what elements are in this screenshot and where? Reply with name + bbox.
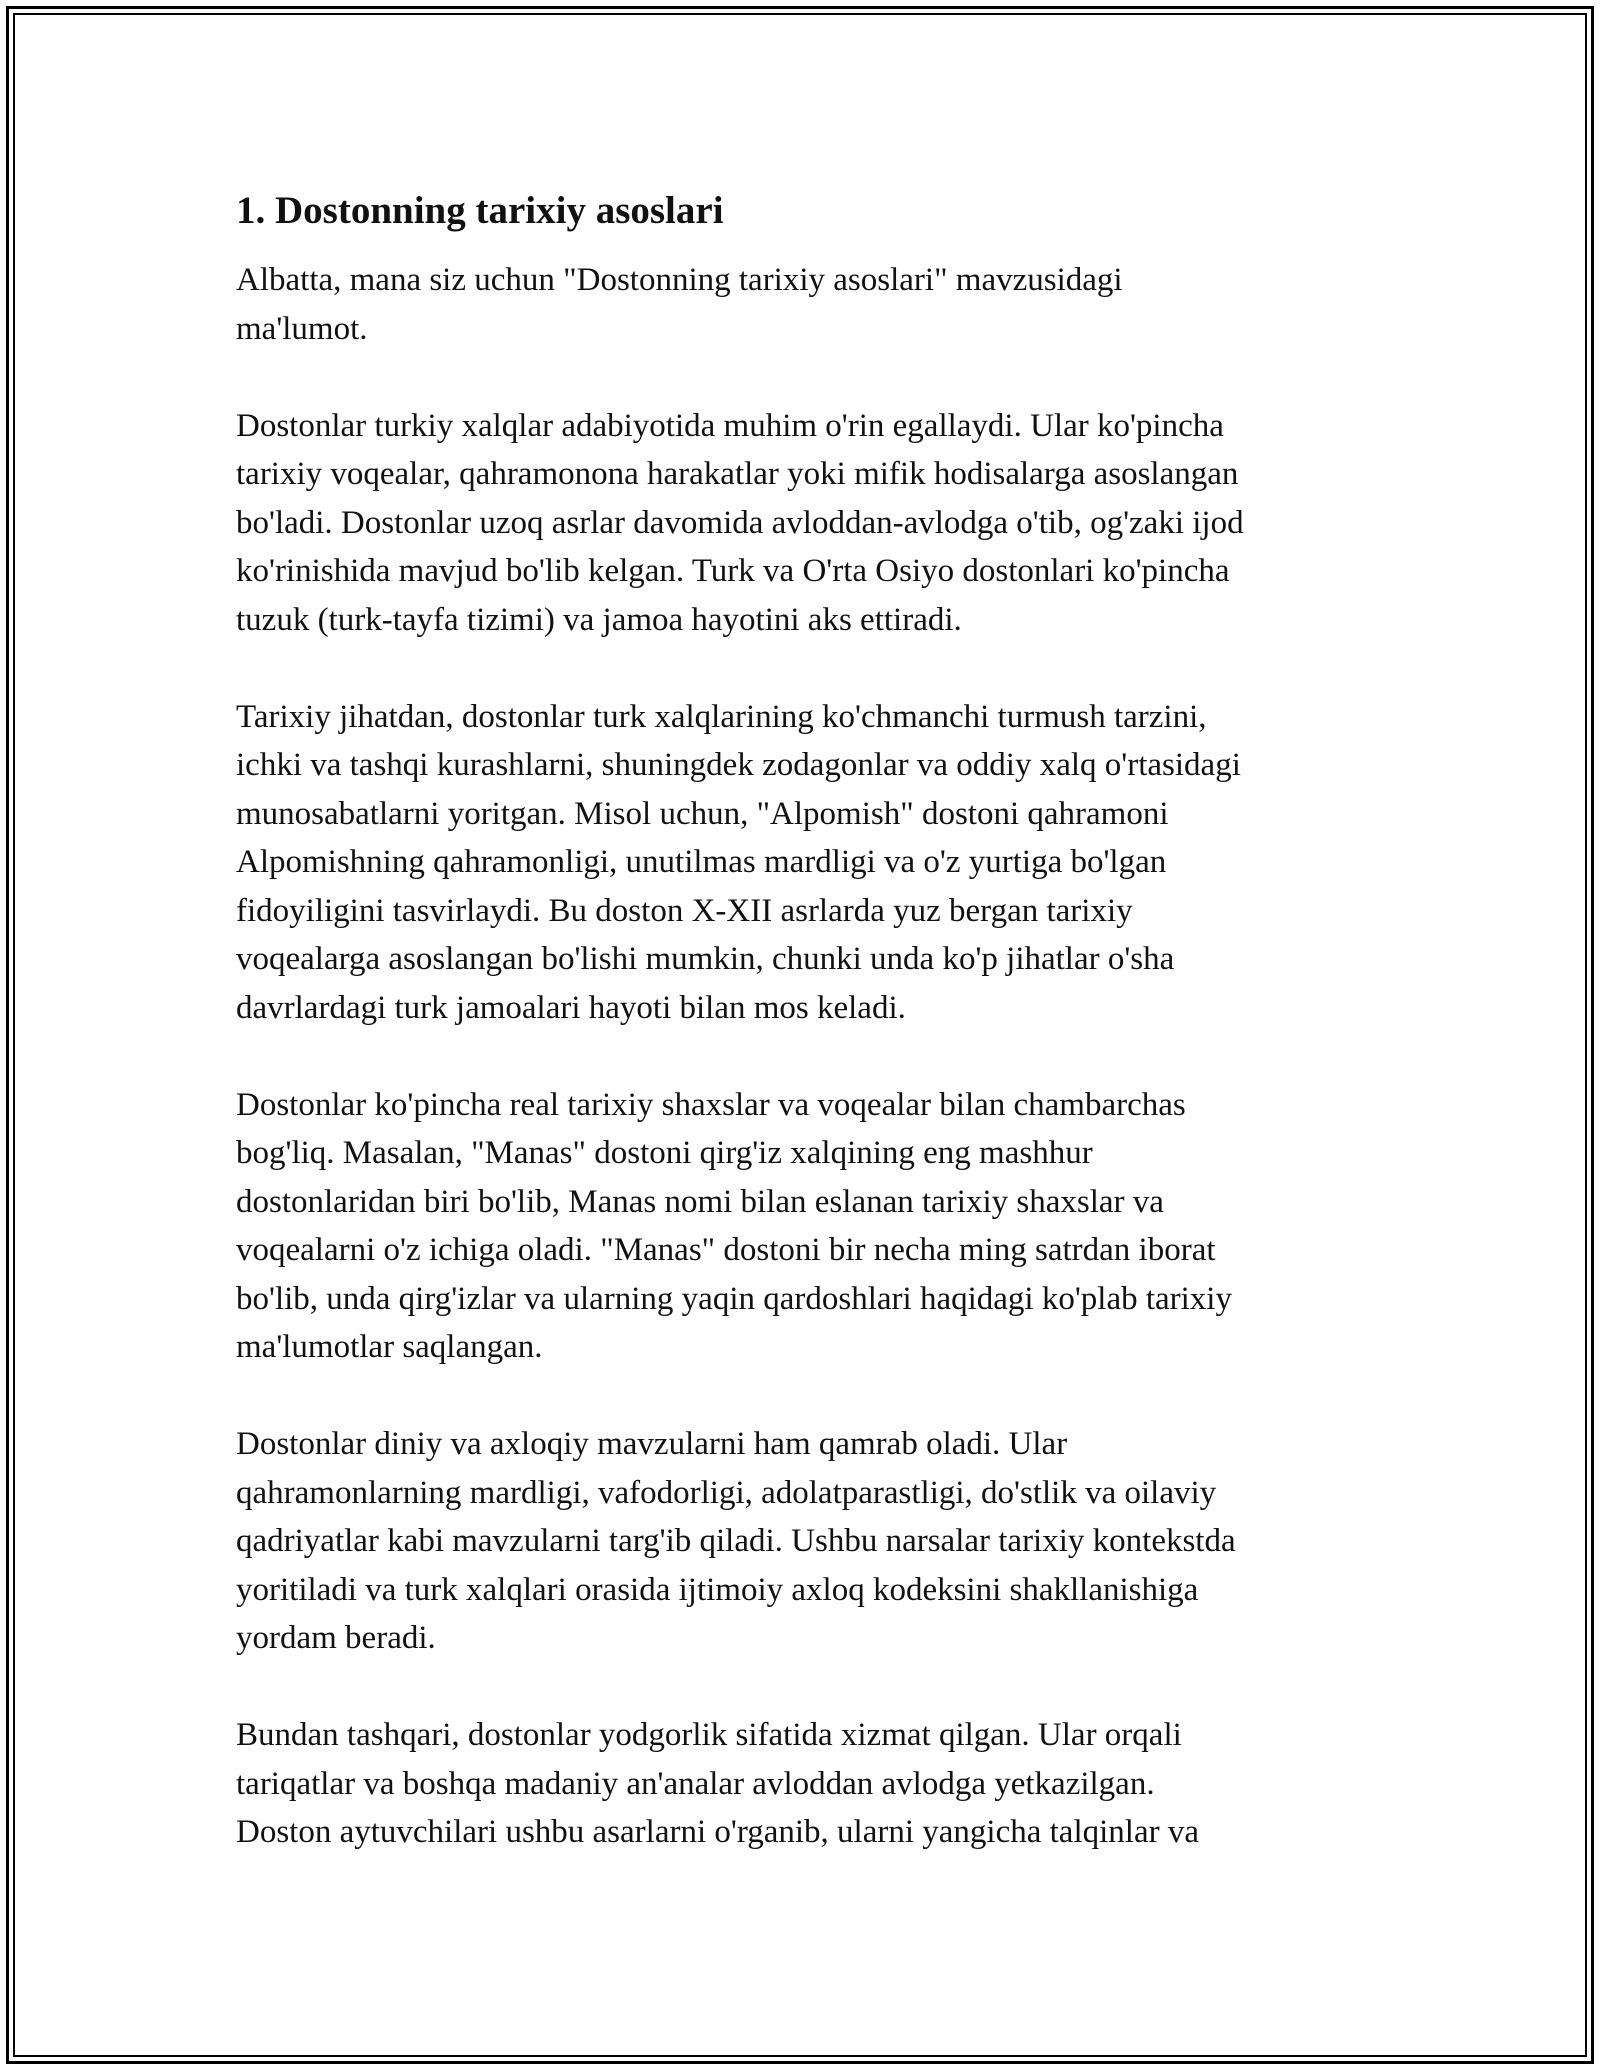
paragraph-line: fidoyiligini tasvirlaydi. Bu doston X-XII asrlarda yuz bergan tarixiy <box>236 892 1133 929</box>
paragraph-line: bog'liq. Masalan, "Manas" dostoni qirg'iz xalqining eng mashhur <box>236 1135 1093 1171</box>
paragraph-5 <box>236 1420 1366 1663</box>
paragraph-line: bo'lib, unda qirg'izlar va ularning yaqin qardoshlari haqidagi ko'plab tarixiy <box>236 1280 1232 1317</box>
section-heading: 1. Dostonning tarixiy asoslari <box>236 189 724 232</box>
paragraph-line: Dostonlar turkiy xalqlar adabiyotida muhim o'rin egallaydi. Ular ko'pincha <box>236 407 1224 444</box>
paragraph-line: voqealarga asoslangan bo'lishi mumkin, chunki unda ko'p jihatlar o'sha <box>236 941 1175 977</box>
paragraph-line: Doston aytuvchilari ushbu asarlarni o'rganib, ularni yangicha talqinlar va <box>236 1814 1199 1850</box>
paragraph-line: yordam beradi. <box>236 1620 436 1656</box>
paragraph-6 <box>236 1711 1366 1857</box>
paragraph-3 <box>236 693 1366 1033</box>
paragraph-line: ichki va tashqi kurashlarni, shuningdek zodagonlar va oddiy xalq o'rtasidagi <box>236 747 1241 783</box>
paragraph-line: ma'lumot. <box>236 310 368 347</box>
paragraph-line: Tarixiy jihatdan, dostonlar turk xalqlarining ko'chmanchi turmush tarzini, <box>236 698 1207 735</box>
paragraph-line: qahramonlarning mardligi, vafodorligi, adolatparastligi, do'stlik va oilaviy <box>236 1474 1217 1511</box>
paragraph-line: tarixiy voqealar, qahramonona harakatlar yoki mifik hodisalarga asoslangan <box>236 456 1239 492</box>
paragraph-line: Dostonlar diniy va axloqiy mavzularni ham qamrab oladi. Ular <box>236 1426 1068 1462</box>
paragraph-line: ma'lumotlar saqlangan. <box>236 1329 543 1365</box>
paragraph-line: dostonlaridan biri bo'lib, Manas nomi bilan eslanan tarixiy shaxslar va <box>236 1183 1164 1220</box>
paragraph-line: yoritiladi va turk xalqlari orasida ijtimoiy axloq kodeksini shakllanishiga <box>236 1571 1199 1608</box>
paragraph-line: davrlardagi turk jamoalari hayoti bilan mos keladi. <box>236 989 906 1026</box>
paragraph-line: ko'rinishida mavjud bo'lib kelgan. Turk va O'rta Osiyo dostonlari ko'pincha <box>236 553 1230 589</box>
paragraph-line: Dostonlar ko'pincha real tarixiy shaxslar va voqealar bilan chambarchas <box>236 1086 1186 1123</box>
paragraph-4 <box>236 1081 1366 1372</box>
paragraph-line: bo'ladi. Dostonlar uzoq asrlar davomida avloddan-avlodga o'tib, og'zaki ijod <box>236 504 1244 541</box>
paragraph-2 <box>236 402 1366 645</box>
paragraph-line: qadriyatlar kabi mavzularni targ'ib qiladi. Ushbu narsalar tarixiy kontekstda <box>236 1523 1236 1559</box>
paragraph-line: munosabatlarni yoritgan. Misol uchun, "Alpomish" dostoni qahramoni <box>236 795 1169 832</box>
paragraph-line: Bundan tashqari, dostonlar yodgorlik sifatida xizmat qilgan. Ular orqali <box>236 1717 1182 1753</box>
paragraph-line: Alpomishning qahramonligi, unutilmas mardligi va o'z yurtiga bo'lgan <box>236 844 1167 880</box>
paragraph-line: voqealarni o'z ichiga oladi. "Manas" dostoni bir necha ming satrdan iborat <box>236 1232 1216 1268</box>
paragraph-line: tariqatlar va boshqa madaniy an'analar avloddan avlodga yetkazilgan. <box>236 1765 1155 1802</box>
document-body <box>236 186 1366 1857</box>
paragraph-line: tuzuk (turk-tayfa tizimi) va jamoa hayotini aks ettiradi. <box>236 601 962 638</box>
paragraph-1 <box>236 256 1366 353</box>
paragraph-line: Albatta, mana siz uchun "Dostonning tarixiy asoslari" mavzusidagi <box>236 262 1123 298</box>
